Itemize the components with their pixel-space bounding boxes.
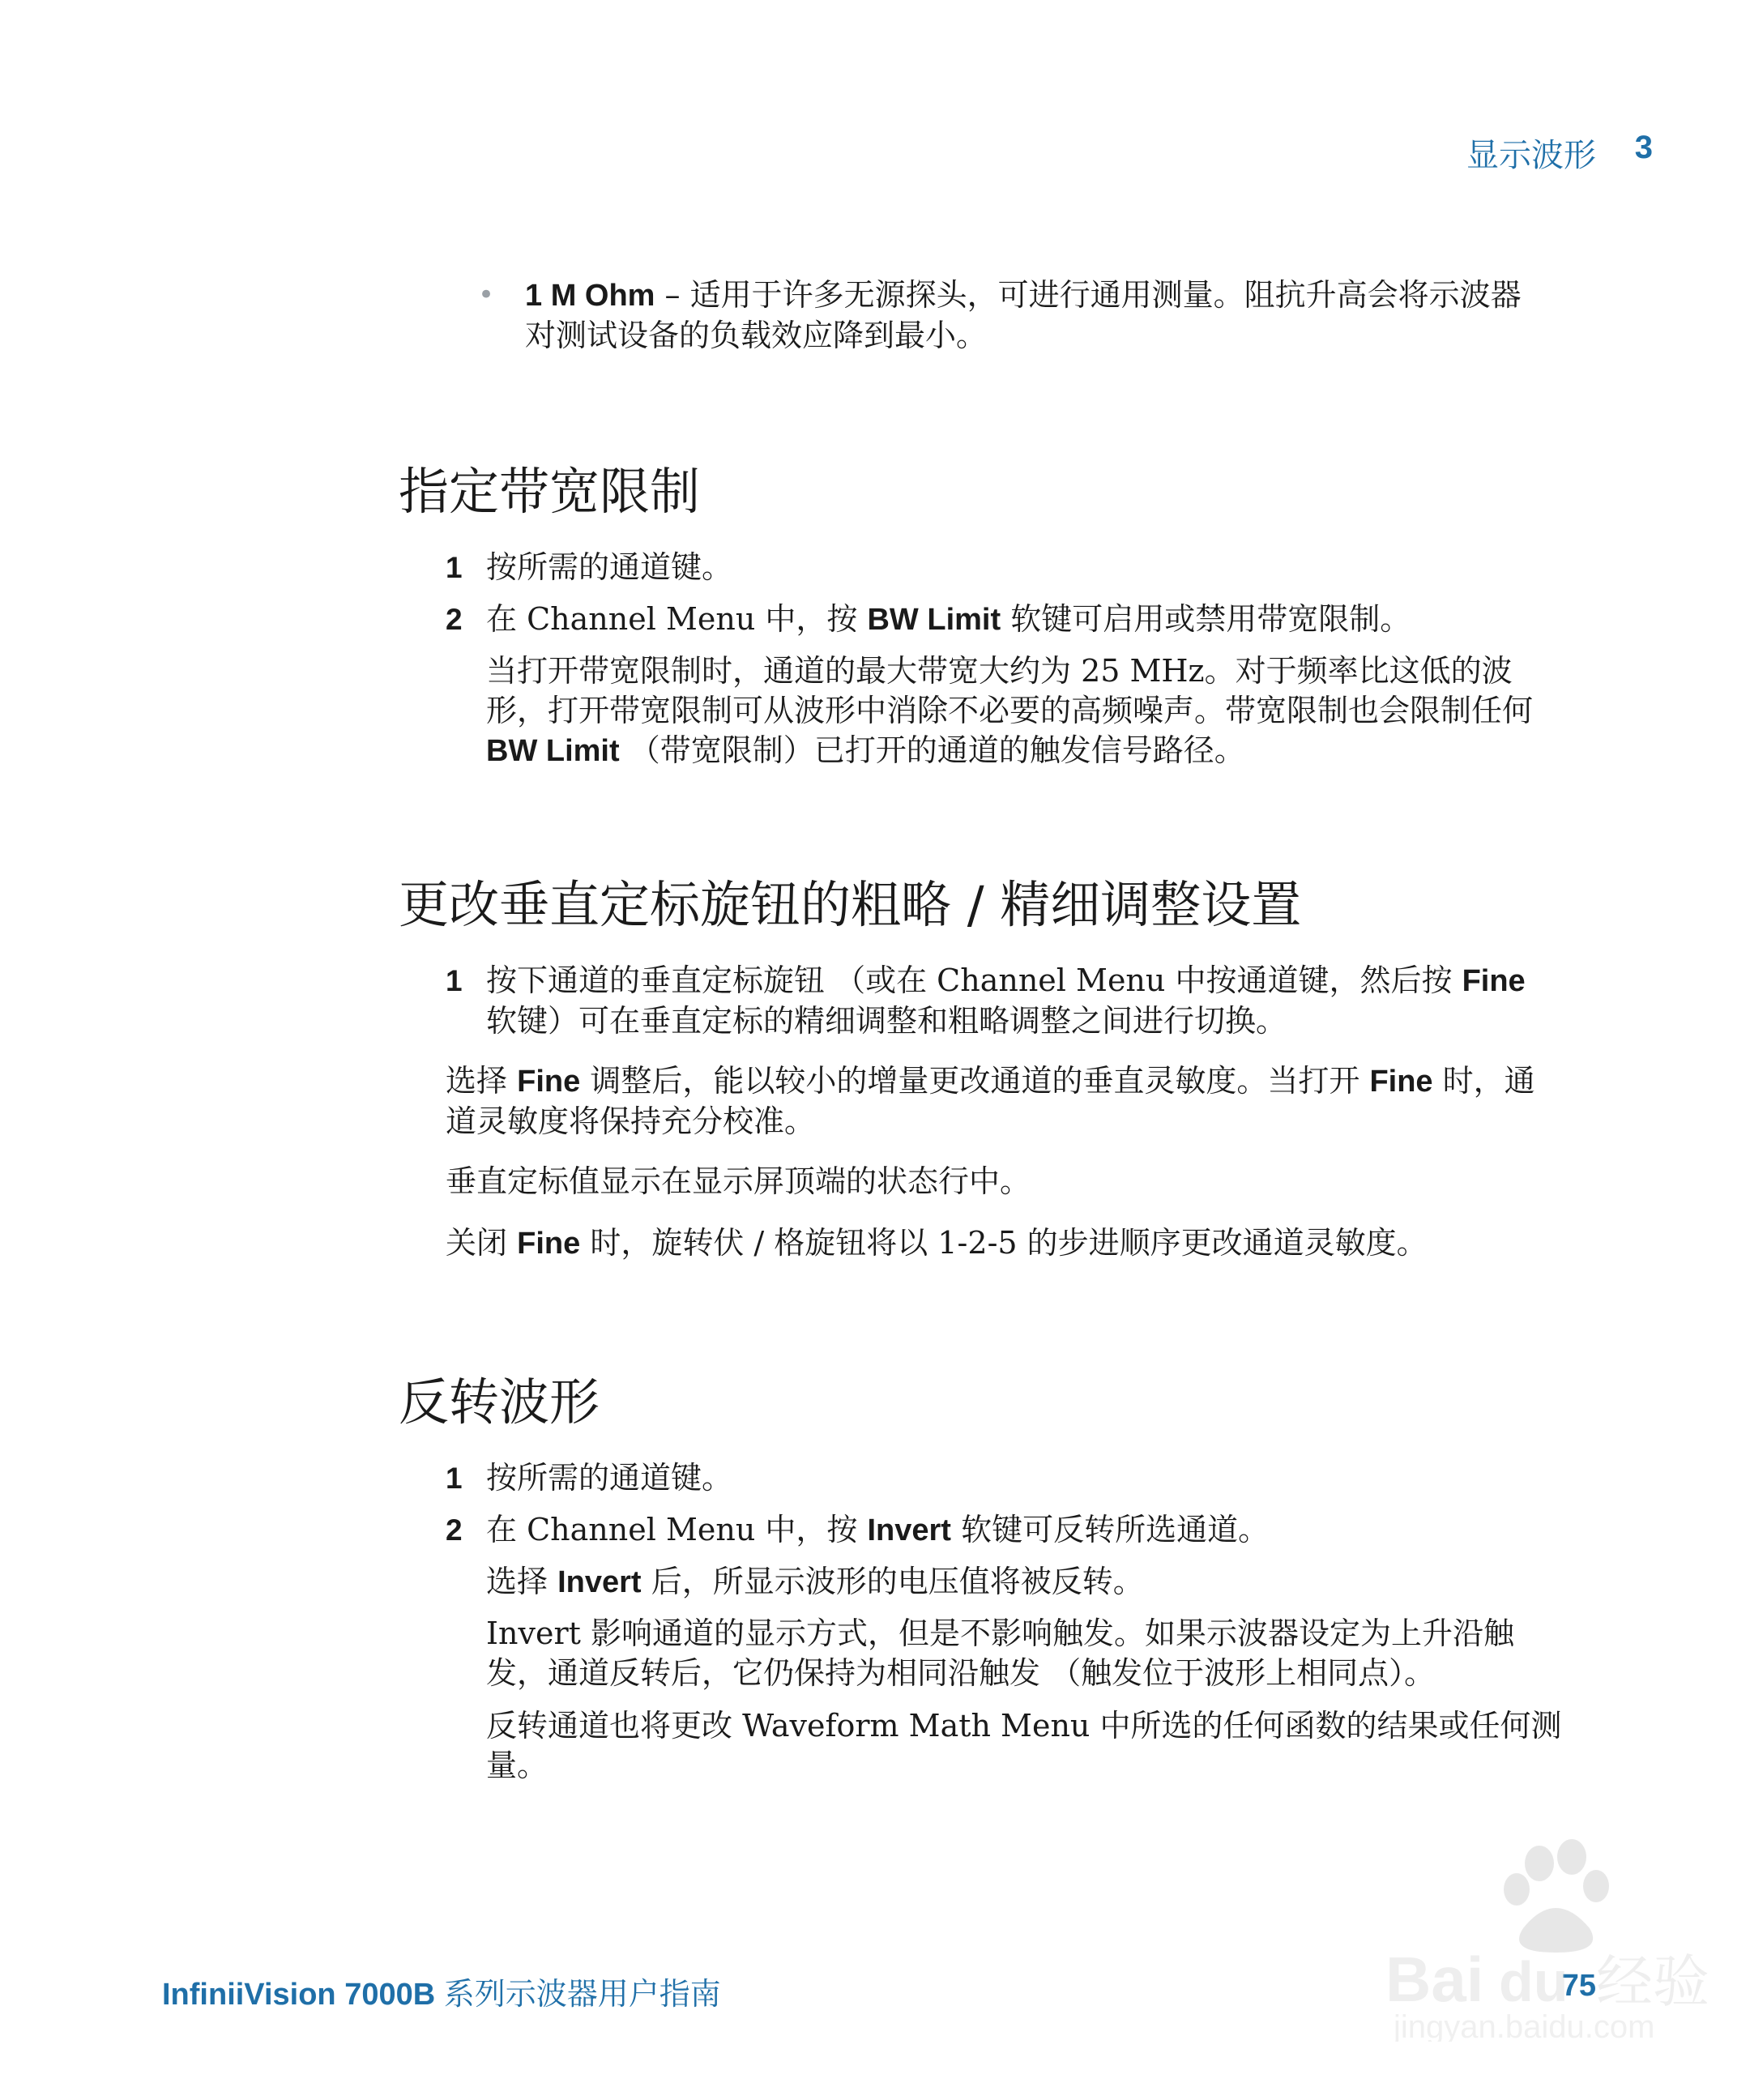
footer-product-title <box>162 1969 721 2013</box>
fine-paragraph-2: 垂直定标值显示在显示屏顶端的状态行中。 <box>446 1163 1031 1199</box>
page-number: 75 <box>1561 1969 1596 2003</box>
step-number: 1 <box>446 551 463 584</box>
intro-bullet <box>478 275 1620 356</box>
paragraph-line: 当打开带宽限制时，通道的最大带宽大约为 25 MHz。对于频率比这低的波 <box>486 653 1513 689</box>
section-heading-fine: 更改垂直定标旋钮的粗略 / 精细调整设置 <box>399 875 1302 934</box>
invert-label: Invert <box>557 1565 642 1599</box>
svg-text:jingyan.baidu.com: jingyan.baidu.com <box>1394 2009 1655 2042</box>
step-number: 2 <box>446 603 463 636</box>
invert-paragraph-3 <box>486 1706 1637 1786</box>
paragraph-line: 形，打开带宽限制可从波形中消除不必要的高频噪声。带宽限制也会限制任何 <box>486 693 1534 728</box>
watermark-brand: Bai <box>1385 1944 1484 2015</box>
step-text-pre: 在 Channel Menu 中，按 <box>486 601 858 637</box>
bandwidth-step-2 <box>446 600 1620 639</box>
paragraph-text: 选择 <box>486 1564 548 1599</box>
paragraph-text: 关闭 <box>446 1225 508 1261</box>
baidu-watermark <box>1377 1839 1718 2042</box>
fine-step-1 <box>446 961 1620 1039</box>
invert-step-1 <box>446 1458 1620 1498</box>
running-header-title: 显示波形 <box>1466 138 1596 173</box>
svg-text:经验: 经验 <box>1596 1948 1709 2015</box>
fine-label: Fine <box>1369 1065 1433 1099</box>
step-number: 1 <box>446 1462 463 1495</box>
step-number: 1 <box>446 964 463 997</box>
paragraph-line: Invert 影响通道的显示方式，但是不影响触发。如果示波器设定为上升沿触 <box>486 1616 1514 1651</box>
svg-text:du: du <box>1499 1950 1569 2013</box>
step-text: 按所需的通道键。 <box>486 1460 733 1496</box>
paragraph-text: 时，通 <box>1442 1063 1535 1099</box>
bandwidth-step-1 <box>446 548 1620 587</box>
step-number: 2 <box>446 1513 463 1547</box>
bw-limit-label: BW Limit <box>486 734 620 768</box>
footer-product-name: InfiniiVision 7000B <box>162 1978 436 2012</box>
paragraph-line: 道灵敏度将保持充分校准。 <box>446 1103 816 1139</box>
paragraph-line: 反转通道也将更改 Waveform Math Menu 中所选的任何函数的结果或任何测 <box>486 1708 1562 1744</box>
step-text-line2: 软键）可在垂直定标的精细调整和粗略调整之间进行切换。 <box>486 1003 1287 1039</box>
step-text-post: 软键可启用或禁用带宽限制。 <box>1010 601 1411 637</box>
invert-step-2 <box>446 1510 1620 1550</box>
fine-label: Fine <box>517 1227 581 1261</box>
paragraph-text: 调整后，能以较小的增量更改通道的垂直灵敏度。当打开 <box>590 1063 1360 1099</box>
invert-paragraph-2 <box>486 1614 1637 1693</box>
paragraph-text: 时，旋转伏 / 格旋钮将以 1-2-5 的步进顺序更改通道灵敏度。 <box>590 1225 1428 1261</box>
fine-label: Fine <box>517 1065 581 1099</box>
fine-softkey-label: Fine <box>1462 964 1526 998</box>
fine-paragraph-3 <box>446 1223 1620 1264</box>
bullet-text-line1: – 适用于许多无源探头，可进行通用测量。阻抗升高会将示波器 <box>655 277 1522 313</box>
invert-softkey-label: Invert <box>867 1513 951 1547</box>
bullet-text-line2: 对测试设备的负载效应降到最小。 <box>525 318 988 353</box>
paragraph-text: 后，所显示波形的电压值将被反转。 <box>651 1564 1144 1599</box>
paragraph-line: （带宽限制）已打开的通道的触发信号路径。 <box>629 732 1245 768</box>
paragraph-text: 选择 <box>446 1063 508 1099</box>
bw-limit-softkey-label: BW Limit <box>867 603 1001 637</box>
fine-paragraph-1 <box>446 1061 1620 1142</box>
footer-guide-name: 系列示波器用户指南 <box>435 1978 721 2012</box>
section-heading-bandwidth: 指定带宽限制 <box>399 462 701 521</box>
step-text-post: 软键可反转所选通道。 <box>961 1512 1270 1547</box>
step-text-line1: 按下通道的垂直定标旋钮 （或在 Channel Menu 中按通道键，然后按 <box>486 962 1453 998</box>
bandwidth-paragraph <box>486 651 1637 771</box>
step-text: 按所需的通道键。 <box>486 549 733 585</box>
step-text-pre: 在 Channel Menu 中，按 <box>486 1512 858 1547</box>
paragraph-line: 量。 <box>486 1748 548 1783</box>
bullet-icon: • <box>478 279 495 311</box>
section-heading-invert: 反转波形 <box>399 1372 600 1432</box>
baidu-paw-icon <box>1377 1839 1718 2042</box>
chapter-number: 3 <box>1634 130 1653 165</box>
bullet-bold-label: 1 M Ohm <box>525 279 655 313</box>
invert-paragraph-1 <box>486 1562 1637 1603</box>
paragraph-line: 发，通道反转后，它仍保持为相同沿触发 （触发位于波形上相同点）。 <box>486 1655 1436 1691</box>
